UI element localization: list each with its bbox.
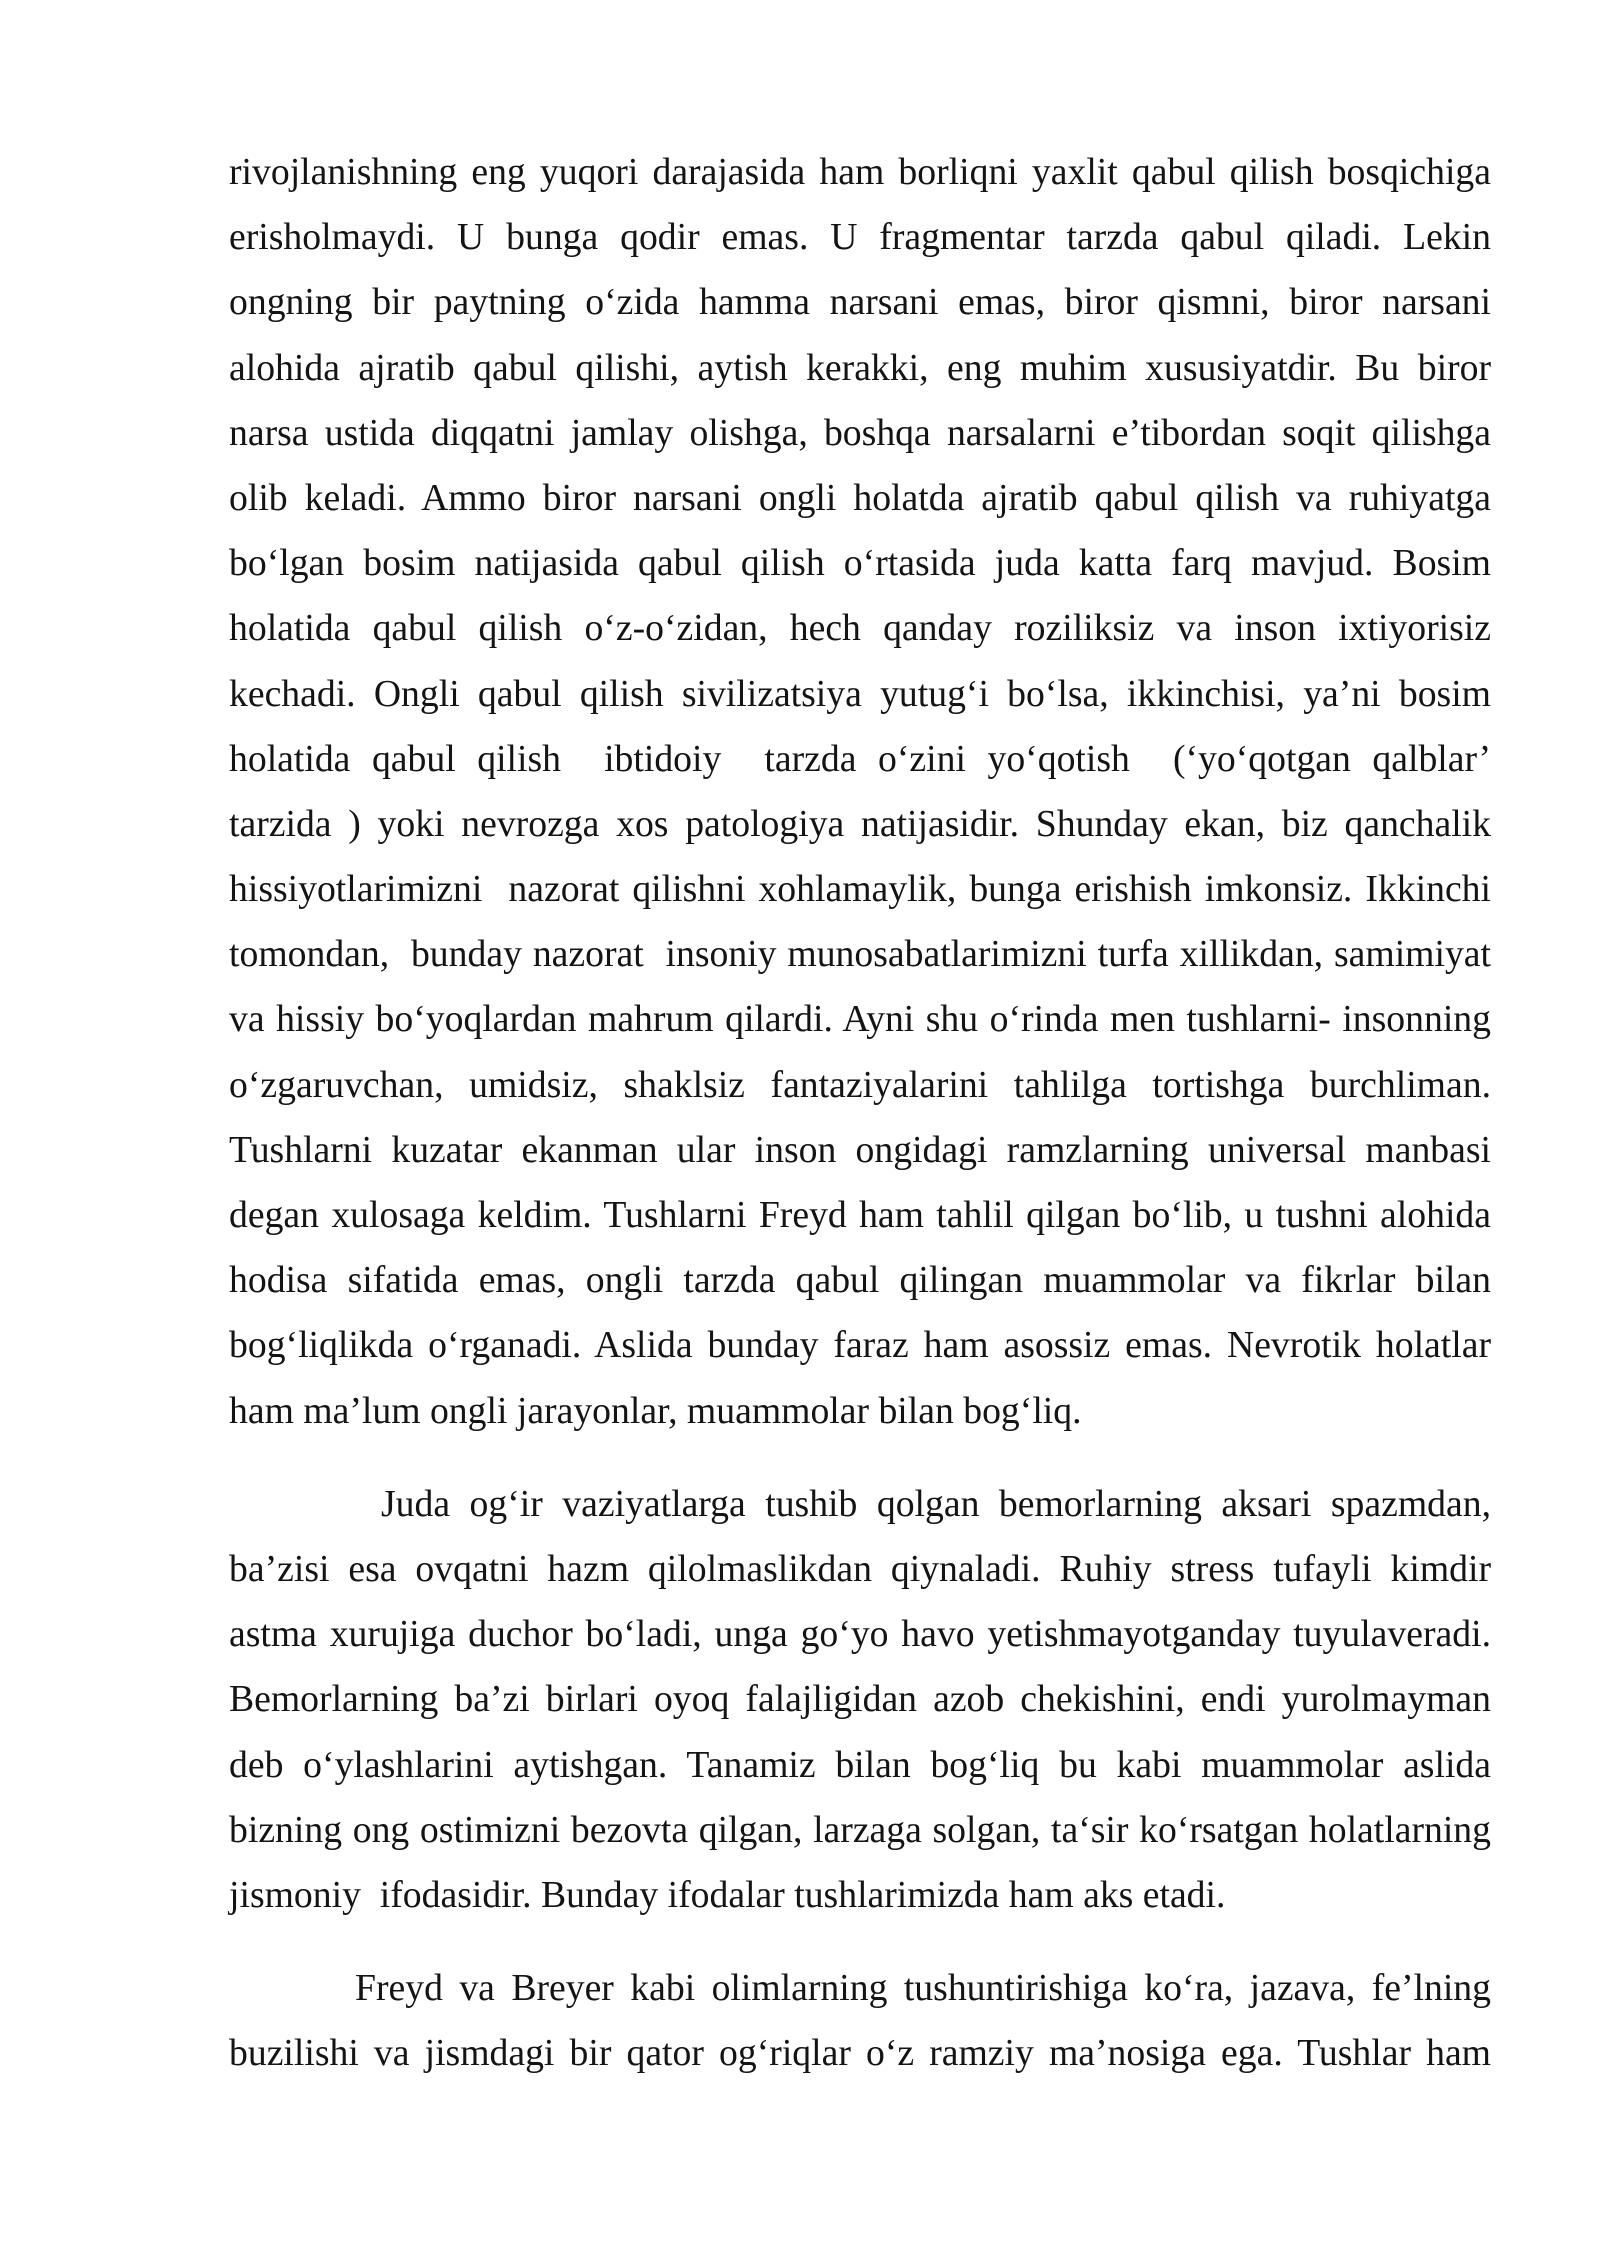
text-line: tomondan, bunday nazorat insoniy munosabatlarimizni turfa xillikdan, samimiyat (229, 933, 1491, 976)
text-line: jismoniy ifodasidir. Bunday ifodalar tushlarimizda ham aks etadi. (229, 1873, 1226, 1916)
text-line: hodisa sifatida emas, ongli tarzda qabul qilingan muammolar va fikrlar bilan (229, 1259, 1491, 1302)
text-line: narsa ustida diqqatni jamlay olishga, boshqa narsalarni e’tibordan soqit qilishga (229, 411, 1491, 454)
text-line: Freyd va Breyer kabi olimlarning tushuntirishiga ko‘ra, jazava, fe’lning (355, 1967, 1491, 2010)
text-line: degan xulosaga keldim. Tushlarni Freyd ham tahlil qilgan bo‘lib, u tushni alohida (229, 1194, 1491, 1236)
paragraph-1 (229, 140, 1491, 1444)
text-line: erisholmaydi. U bunga qodir emas. U fragmentar tarzda qabul qiladi. Lekin (229, 216, 1491, 259)
text-line: alohida ajratib qabul qilishi, aytish kerakki, eng muhim xususiyatdir. Bu biror (229, 346, 1491, 389)
text-line: bog‘liqlikda o‘rganadi. Aslida bunday faraz ham asossiz emas. Nevrotik holatlar (229, 1324, 1491, 1367)
text-line: rivojlanishning eng yuqori darajasida ham borliqni yaxlit qabul qilish bosqichiga (229, 151, 1491, 193)
text-line: ba’zisi esa ovqatni hazm qilolmaslikdan qiynaladi. Ruhiy stress tufayli kimdir (229, 1547, 1491, 1590)
text-line: o‘zgaruvchan, umidsiz, shaklsiz fantaziyalarini tahlilga tortishga burchliman. (229, 1063, 1491, 1106)
text-line: holatida qabul qilish o‘z-o‘zidan, hech qanday roziliksiz va inson ixtiyorisiz (229, 607, 1491, 650)
paragraph-2 (229, 1472, 1491, 1928)
text-line: ongning bir paytning o‘zida hamma narsani emas, biror qismni, biror narsani (229, 281, 1491, 324)
text-line: deb o‘ylashlarini aytishgan. Tanamiz bilan bog‘liq bu kabi muammolar aslida (229, 1743, 1491, 1786)
text-line: ham ma’lum ongli jarayonlar, muammolar bilan bog‘liq. (229, 1389, 1082, 1432)
text-line: bizning ong ostimizni bezovta qilgan, larzaga solgan, ta‘sir ko‘rsatgan holatlarning (229, 1808, 1491, 1851)
text-line: Juda og‘ir vaziyatlarga tushib qolgan bemorlarning aksari spazmdan, (381, 1482, 1491, 1525)
text-line: tarzida ) yoki nevrozga xos patologiya natijasidir. Shunday ekan, biz qanchalik (229, 802, 1491, 845)
text-line: holatida qabul qilish ibtidoiy tarzda o‘zini yo‘qotish (‘yo‘qotgan qalblar’ (229, 737, 1491, 780)
text-line: va hissiy bo‘yoqlardan mahrum qilardi. Ayni shu o‘rinda men tushlarni- insonning (229, 998, 1491, 1041)
body-text (229, 140, 1491, 2114)
text-line: hissiyotlarimizni nazorat qilishni xohlamaylik, bunga erishish imkonsiz. Ikkinchi (229, 868, 1491, 911)
text-line: Bemorlarning ba’zi birlari oyoq falajligidan azob chekishini, endi yurolmayman (229, 1678, 1491, 1721)
text-line: bo‘lgan bosim natijasida qabul qilish o‘rtasida juda katta farq mavjud. Bosim (229, 542, 1491, 585)
text-line: astma xurujiga duchor bo‘ladi, unga go‘yo havo yetishmayotganday tuyulaveradi. (229, 1613, 1491, 1656)
text-line: olib keladi. Ammo biror narsani ongli holatda ajratib qabul qilish va ruhiyatga (229, 476, 1491, 519)
text-line: Tushlarni kuzatar ekanman ular inson ongidagi ramzlarning universal manbasi (229, 1128, 1491, 1171)
text-line: kechadi. Ongli qabul qilish sivilizatsiya yutug‘i bo‘lsa, ikkinchisi, ya’ni bosim (229, 672, 1491, 715)
text-line: buzilishi va jismdagi bir qator og‘riqlar o‘z ramziy ma’nosiga ega. Tushlar ham (229, 2032, 1491, 2075)
paragraph-3 (229, 1956, 1491, 2086)
